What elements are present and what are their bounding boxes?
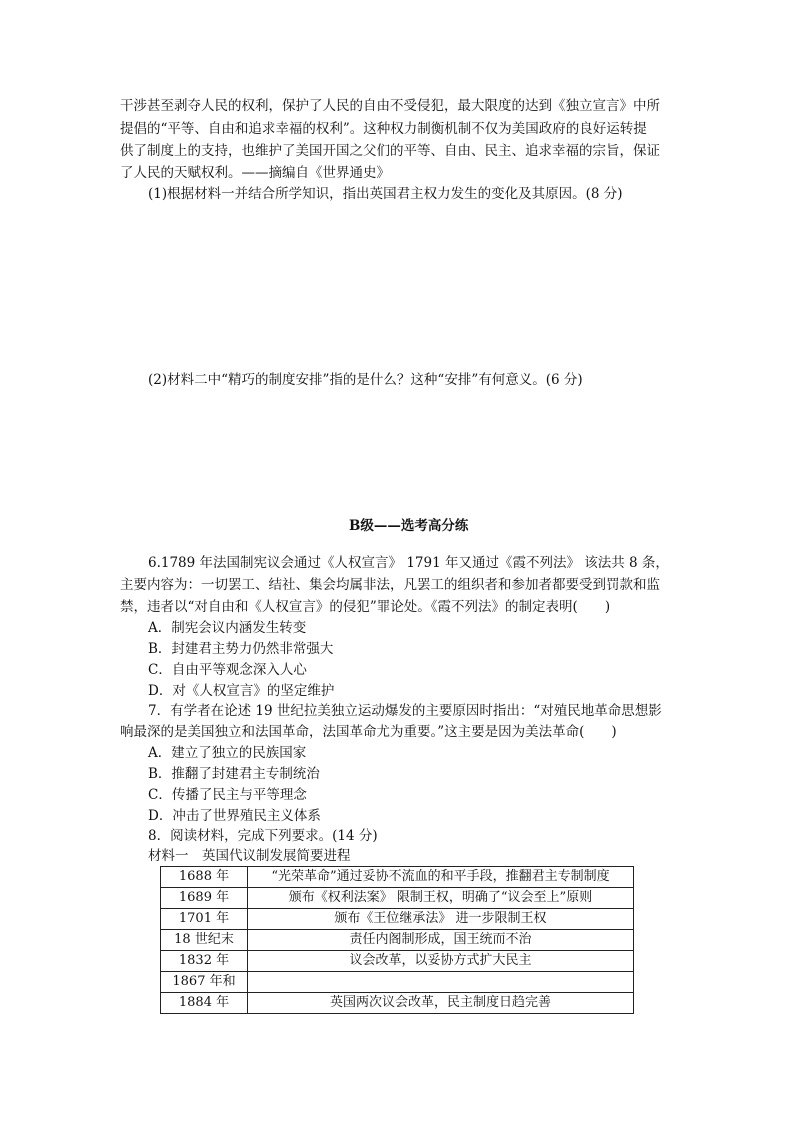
question-6-stem-1: 6.1789 年法国制宪议会通过《人权宣言》 1791 年又通过《霞不列法》 该法共 8 条， (148, 555, 669, 571)
event-cell: 责任内阁制形成，国王统而不治 (248, 930, 634, 951)
question-7-option-c: C．传播了民主与平等理念 (148, 787, 307, 803)
year-cell: 1689 年 (161, 888, 248, 909)
question-6-option-d: D．对《人权宣言》的坚定维护 (148, 683, 335, 699)
material-two-line-1: 干涉甚至剥夺人民的权利，保护了人民的自由不受侵犯，最大限度的达到《独立宣言》中所 (120, 98, 660, 114)
material-one-title: 材料一 英国代议制发展简要进程 (148, 848, 351, 864)
question-6-stem-2: 主要内容为：一切罢工、结社、集会均属非法，凡罢工的组织者和参加者都要受到罚款和监 (120, 577, 660, 593)
table-row (161, 972, 634, 993)
material-two-line-3: 供了制度上的支持，也维护了美国开国之父们的平等、自由、民主、追求幸福的宗旨，保证 (120, 143, 660, 159)
event-cell: 颁布《王位继承法》 进一步限制王权 (248, 909, 634, 930)
year-cell: 18 世纪末 (161, 930, 248, 951)
year-cell: 1884 年 (161, 993, 248, 1014)
event-cell: 颁布《权利法案》 限制王权，明确了“议会至上”原则 (248, 888, 634, 909)
table-row (161, 909, 634, 930)
question-6-option-c: C．自由平等观念深入人心 (148, 662, 307, 678)
event-cell: 英国两次议会改革，民主制度日趋完善 (248, 993, 634, 1014)
question-6-stem-3: 禁，违者以“对自由和《人权宣言》的侵犯”罪论处。《霞不列法》的制定表明( ) (120, 599, 611, 615)
question-7-stem-2: 响最深的是美国独立和法国革命，法国革命尤为重要。”这主要是因为美法革命( ) (120, 724, 617, 740)
parliament-progress-table (160, 866, 634, 1014)
section-b-title: B级——选考高分练 (349, 518, 469, 534)
event-cell: 议会改革，以妥协方式扩大民主 (248, 951, 634, 972)
year-cell: 1701 年 (161, 909, 248, 930)
question-7-option-d: D．冲击了世界殖民主义体系 (148, 808, 321, 824)
question-7-option-a: A．建立了独立的民族国家 (148, 745, 307, 761)
table-row (161, 888, 634, 909)
table-row (161, 951, 634, 972)
table-row (161, 930, 634, 951)
question-6-option-b: B．封建君主势力仍然非常强大 (148, 641, 334, 657)
year-cell: 1832 年 (161, 951, 248, 972)
material-two-line-2: 提倡的“平等、自由和追求幸福的权利”。这种权力制衡机制不仅为美国政府的良好运转提 (120, 121, 647, 137)
question-7-stem-1: 7．有学者在论述 19 世纪拉美独立运动爆发的主要原因时指出：“对殖民地革命思想影 (148, 703, 662, 719)
question-5-sub-2: (2)材料二中“精巧的制度安排”指的是什么？这种“安排”有何意义。(6 分) (148, 372, 583, 388)
question-6-option-a: A．制宪会议内涵发生转变 (148, 620, 307, 636)
material-two-line-4: 了人民的天赋权利。——摘编自《世界通史》 (120, 165, 390, 181)
event-cell: “光荣革命”通过妥协不流血的和平手段，推翻君主专制制度 (248, 867, 634, 888)
year-cell: 1688 年 (161, 867, 248, 888)
event-cell (248, 972, 634, 993)
table-row (161, 867, 634, 888)
question-8-stem: 8．阅读材料，完成下列要求。(14 分) (148, 828, 378, 844)
question-5-sub-1: (1)根据材料一并结合所学知识，指出英国君主权力发生的变化及其原因。(8 分) (148, 186, 623, 202)
year-cell: 1867 年和 (161, 972, 248, 993)
table-row (161, 993, 634, 1014)
question-7-option-b: B．推翻了封建君主专制统治 (148, 766, 320, 782)
